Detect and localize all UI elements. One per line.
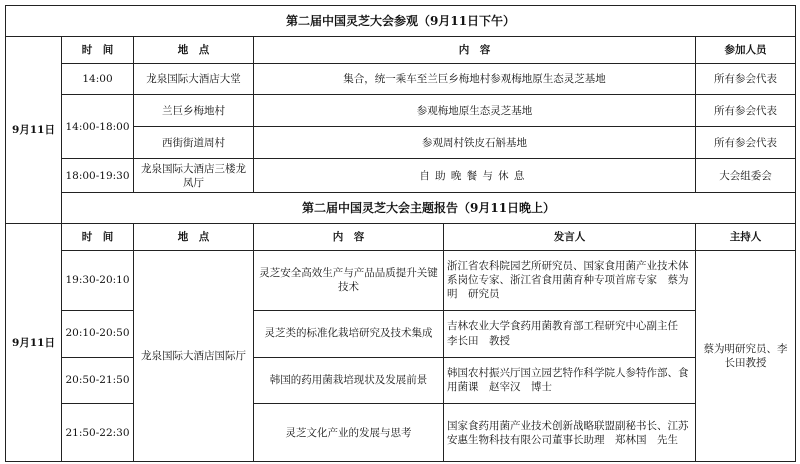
section2-date: 9月11日 [6,224,62,462]
report-speaker: 国家食药用菌产业技术创新战略联盟副秘书长、江苏安惠生物科技有限公司董事长助理 郑林国 先生 [444,404,696,462]
visit-place: 西街街道周村 [134,127,254,159]
visit-content: 参观周村铁皮石斛基地 [254,127,696,159]
section1-title: 第二届中国灵芝大会参观（9月11日下午） [6,6,796,37]
visit-participants: 所有参会代表 [696,95,796,127]
section2-header-time: 时 间 [62,224,134,251]
report-time: 20:50-21:50 [62,357,134,404]
section1-date: 9月11日 [6,36,62,223]
report-time: 19:30-20:10 [62,250,134,310]
report-place: 龙泉国际大酒店国际厅 [134,250,254,461]
report-speaker: 浙江省农科院园艺所研究员、国家食用菌产业技术体系岗位专家、浙江省食用菌育种专项首席专家 蔡为明 研究员 [444,250,696,310]
visit-content: 参观梅地原生态灵芝基地 [254,95,696,127]
section1-header-time: 时 间 [62,36,134,63]
report-time: 20:10-20:50 [62,310,134,357]
report-content: 灵芝类的标准化栽培研究及技术集成 [254,310,444,357]
visit-content: 自助晚餐与休息 [254,159,696,193]
visit-place: 龙泉国际大酒店三楼龙凤厅 [134,159,254,193]
visit-place: 兰巨乡梅地村 [134,95,254,127]
section2-title: 第二届中国灵芝大会主题报告（9月11日晚上） [62,193,796,224]
report-content: 韩国的药用菌栽培现状及发展前景 [254,357,444,404]
visit-time: 14:00-18:00 [62,95,134,159]
section2-header-place: 地 点 [134,224,254,251]
section1-header-content: 内 容 [254,36,696,63]
section2-header-speaker: 发言人 [444,224,696,251]
section1-header-participants: 参加人员 [696,36,796,63]
visit-place: 龙泉国际大酒店大堂 [134,63,254,95]
visit-participants: 所有参会代表 [696,63,796,95]
section2-header-host: 主持人 [696,224,796,251]
report-time: 21:50-22:30 [62,404,134,462]
schedule-table [5,5,796,462]
section1-header-place: 地 点 [134,36,254,63]
visit-time: 18:00-19:30 [62,159,134,193]
visit-content: 集合，统一乘车至兰巨乡梅地村参观梅地原生态灵芝基地 [254,63,696,95]
report-speaker: 韩国农村振兴厅国立园艺特作科学院人参特作部、食用菌课 赵宰汉 博士 [444,357,696,404]
report-content: 灵芝文化产业的发展与思考 [254,404,444,462]
report-host: 蔡为明研究员、李长田教授 [696,250,796,461]
visit-participants: 大会组委会 [696,159,796,193]
visit-participants: 所有参会代表 [696,127,796,159]
report-content: 灵芝安全高效生产与产品品质提升关键技术 [254,250,444,310]
report-speaker: 吉林农业大学食药用菌教育部工程研究中心副主任 李长田 教授 [444,310,696,357]
section2-header-content: 内 容 [254,224,444,251]
visit-time: 14:00 [62,63,134,95]
